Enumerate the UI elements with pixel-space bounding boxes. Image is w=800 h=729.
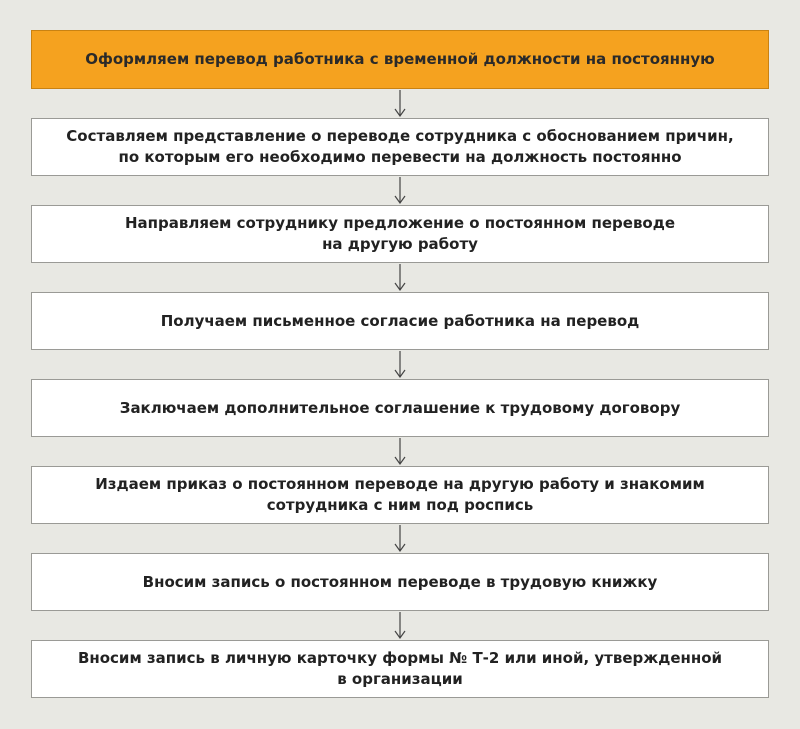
step-2-box <box>31 118 769 176</box>
step-2-line-1: Составляем представление о переводе сотрудника с обоснованием причин, <box>66 127 734 145</box>
step-4-line-1: Получаем письменное согласие работника на перевод <box>160 311 640 330</box>
flowchart <box>31 30 769 698</box>
step-8-line-2: в организации <box>337 670 463 688</box>
step-8-line-1: Вносим запись в личную карточку формы № Т-2 или иной, утвержденной <box>77 649 723 667</box>
step-6-box <box>31 466 769 524</box>
step-1-box <box>31 30 769 89</box>
step-3-box <box>31 205 769 263</box>
step-7-line-1: Вносим запись о постоянном переводе в трудовую книжку <box>142 572 658 591</box>
arrow-down-icon <box>31 611 769 640</box>
arrow-down-icon <box>31 524 769 553</box>
step-7-box <box>31 553 769 611</box>
step-8-text <box>78 648 722 690</box>
arrow-down-icon <box>31 350 769 379</box>
arrow-down-icon <box>31 176 769 205</box>
step-3-line-1: Направляем сотруднику предложение о постоянном переводе <box>124 214 676 232</box>
arrow-down-icon <box>31 89 769 118</box>
step-5-line-1: Заключаем дополнительное соглашение к трудовому договору <box>119 398 681 417</box>
arrow-down-icon <box>31 437 769 466</box>
step-3-text <box>125 213 675 255</box>
step-6-line-2: сотрудника с ним под роспись <box>266 496 534 514</box>
step-6-text <box>95 474 705 516</box>
step-6-line-1: Издаем приказ о постоянном переводе на другую работу и знакомим <box>95 475 705 493</box>
step-1-text <box>85 49 715 70</box>
step-1-line-1: Оформляем перевод работника с временной должности на постоянную <box>85 50 715 68</box>
step-8-box <box>31 640 769 698</box>
step-7-text <box>143 572 658 593</box>
step-2-text <box>66 126 733 168</box>
step-3-line-2: на другую работу <box>322 235 478 253</box>
step-4-box <box>31 292 769 350</box>
step-4-text <box>161 311 640 332</box>
step-2-line-2: по которым его необходимо перевести на должность постоянно <box>118 148 682 166</box>
arrow-down-icon <box>31 263 769 292</box>
step-5-box <box>31 379 769 437</box>
step-5-text <box>120 398 680 419</box>
